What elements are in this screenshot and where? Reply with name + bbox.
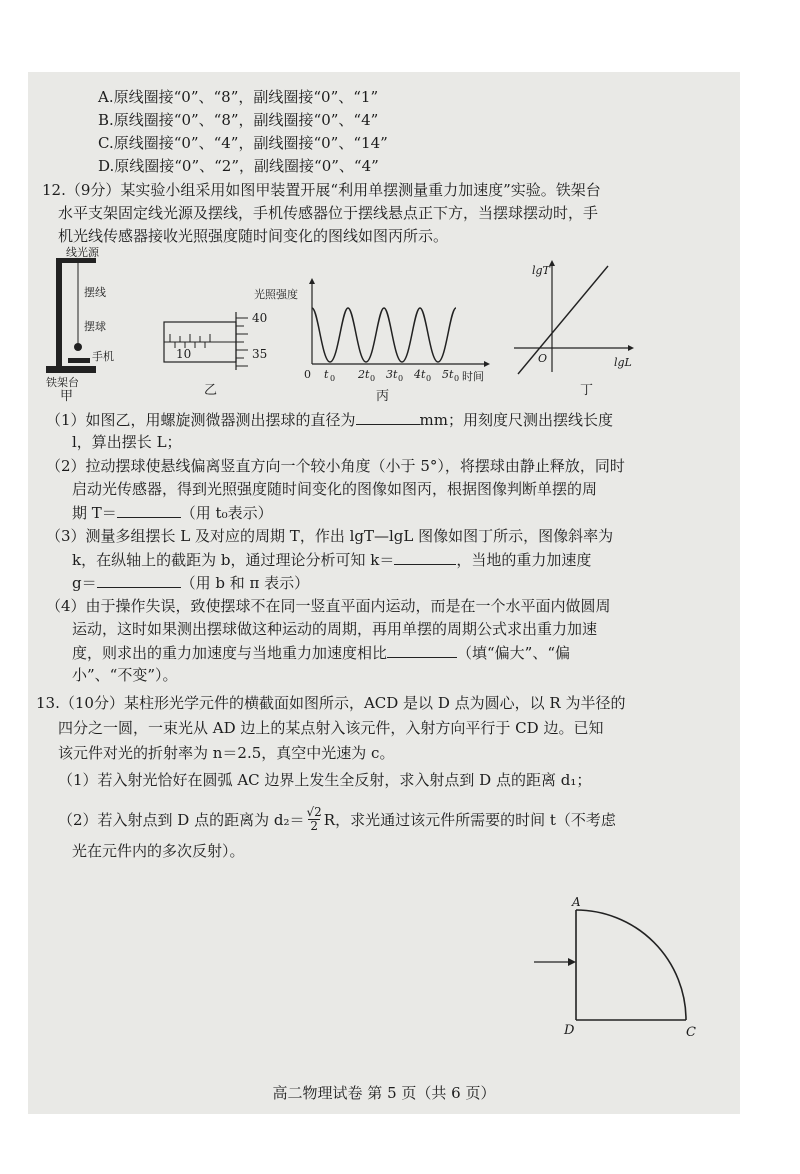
bing-tick-5 [442,368,459,383]
bing-origin: 0 [304,368,311,381]
caption-bing: 丙 [376,389,390,404]
q12-part4-line1: （4）由于操作失误，致使摆球不在同一竖直平面内运动，而是在一个水平面内做圆周 [46,597,611,615]
option-c: C.原线圈接“0”、“4”，副线圈接“0”、“14” [98,134,388,152]
q12-intro-line2: 水平支架固定线光源及摆线，手机传感器位于摆线悬点正下方，当摆球摆动时，手 [58,204,599,222]
svg-text:2t: 2t [358,368,370,381]
q12-intro-line3: 机光线传感器接收光照强度随时间变化的图线如图丙所示。 [58,227,449,245]
figure-jia [42,246,124,404]
point-d-label: D [564,1023,575,1038]
bing-xlabel: 时间 [462,370,484,383]
figure-yi [156,300,280,400]
svg-text:3t: 3t [386,368,398,381]
q13-part1: （1）若入射光恰好在圆弧 AC 边界上发生全反射，求入射点到 D 点的距离 d₁； [58,771,592,789]
label-string: 摆线 [84,286,106,299]
q13-intro-line3: 该元件对光的折射率为 n＝2.5，真空中光速为 c。 [58,744,395,762]
fraction-sqrt2-over-2: √2 2 [306,805,322,833]
q13-part2-line2: 光在元件内的多次反射）。 [72,842,245,860]
answer-blank-diameter[interactable] [356,408,420,425]
ding-ylabel: lgT [532,264,550,277]
ding-line [518,266,608,374]
svg-text:0: 0 [370,374,376,383]
figure-ding [504,256,644,406]
q12-part1-line2: l，算出摆长 L； [72,433,182,451]
bing-tick-4 [413,368,431,383]
caption-yi: 乙 [204,383,218,398]
label-phone: 手机 [92,350,114,363]
bing-tick-1 [324,368,335,383]
q13-part2-line1: （2）若入射点到 D 点的距离为 d₂＝ √2 2 R，求光通过该元件所需要的时间 t（不考虑 [58,805,616,833]
q12-part2-line1: （2）拉动摆球使悬线偏离竖直方向一个较小角度（小于 5°），将摆球由静止释放，同时 [46,457,625,475]
point-c-label: C [686,1025,696,1040]
label-ball: 摆球 [84,320,106,333]
svg-text:4t: 4t [414,368,426,381]
svg-text:0: 0 [398,374,404,383]
q12-part1-line1: （1）如图乙，用螺旋测微器测出摆球的直径为 mm；用刻度尺测出摆线长度 [46,408,613,431]
option-d: D.原线圈接“0”、“2”，副线圈接“0”、“4” [98,157,379,175]
point-a-label: A [572,895,581,909]
label-light-source: 线光源 [66,246,99,259]
q13-intro-line1: 13.（10分）某柱形光学元件的横截面如图所示，ACD 是以 D 点为圆心，以 R 为半径的 [36,694,626,712]
q12-part3-line1: （3）测量多组摆长 L 及对应的周期 T，作出 lgT—lgL 图像如图丁所示，图像斜率为 [46,527,614,545]
figure-quarter-circle [528,892,718,1052]
svg-text:5t: 5t [442,368,454,381]
option-b: B.原线圈接“0”、“8”，副线圈接“0”、“4” [98,111,379,129]
svg-text:0: 0 [330,374,336,383]
micrometer-tick-10: 10 [176,347,192,361]
answer-blank-comparison[interactable] [387,641,457,658]
svg-text:0: 0 [454,374,460,383]
svg-text:t: t [324,368,329,381]
ding-origin: O [538,352,548,365]
caption-jia: 甲 [60,389,74,404]
option-a: A.原线圈接“0”、“8”，副线圈接“0”、“1” [98,88,379,106]
q12-part2-line2: 启动光传感器，得到光照强度随时间变化的图像如图丙，根据图像判断单摆的周 [72,480,598,498]
page-footer: 高二物理试卷 第 5 页（共 6 页） [272,1084,496,1102]
q12-part3-line2: k，在纵轴上的截距为 b，通过理论分析可知 k＝ ，当地的重力加速度 [72,548,591,571]
q12-part3-line3: g＝ （用 b 和 π 表示） [72,571,309,594]
exam-page [28,72,740,1114]
bing-tick-3 [386,368,403,383]
answer-blank-gravity[interactable] [97,571,181,588]
caption-ding: 丁 [580,383,594,398]
svg-text:0: 0 [426,374,432,383]
q12-part2-line3: 期 T＝ （用 t₀表示） [72,501,273,524]
light-intensity-curve [312,308,456,362]
micrometer-tick-35: 35 [252,347,268,361]
q12-part4-line2: 运动，这时如果测出摆球做这种运动的周期，再用单摆的周期公式求出重力加速 [72,620,598,638]
q12-part4-line3: 度，则求出的重力加速度与当地重力加速度相比 （填“偏大”、“偏 [72,641,570,664]
micrometer-tick-40: 40 [252,311,268,325]
answer-blank-slope[interactable] [394,548,456,565]
bing-tick-2 [357,368,375,383]
q12-part4-line4: 小”、“不变”）。 [72,666,178,684]
answer-blank-period[interactable] [117,501,181,518]
q12-intro-line1: 12.（9分）某实验小组采用如图甲装置开展“利用单摆测量重力加速度”实验。铁架台 [42,181,601,199]
label-stand: 铁架台 [46,376,79,389]
ding-xlabel: lgL [614,356,632,369]
bing-ylabel: 光照强度 [254,288,298,301]
q13-intro-line2: 四分之一圆，一束光从 AD 边上的某点射入该元件，入射方向平行于 CD 边。已知 [58,719,604,737]
